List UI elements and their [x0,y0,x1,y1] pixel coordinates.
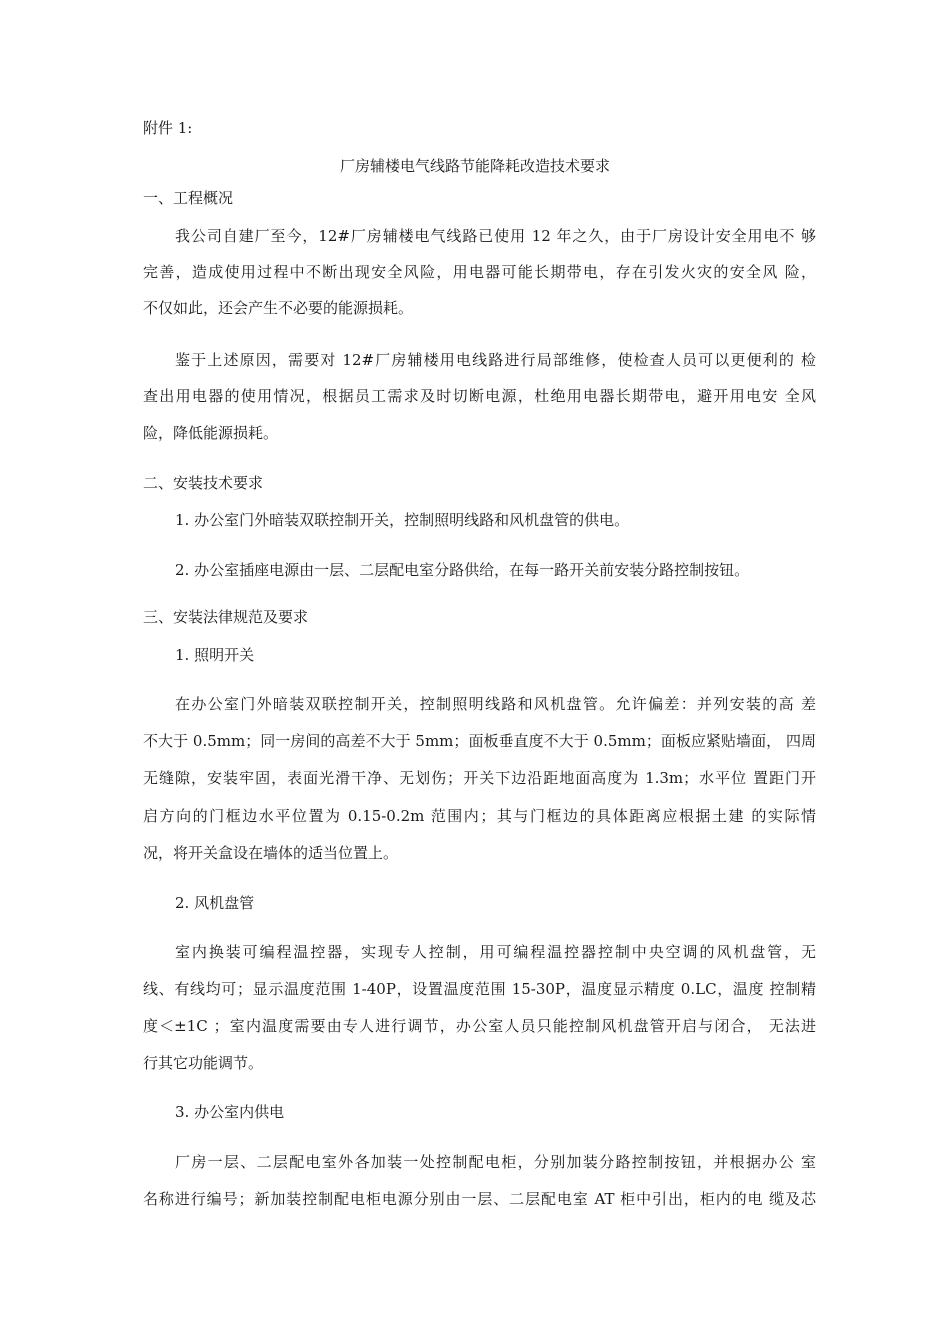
list-item: 2. 办公室插座电源由一层、二层配电室分路供给，在每一路开关前安装分路控制按钮。 [175,561,750,579]
paragraph-line: 室内换装可编程温控器，实现专人控制，用可编程温控器控制中央空调的风机盘管，无 [175,943,816,961]
paragraph-line: 名称进行编号；新加装控制配电柜电源分别由一层、二层配电室 AT 柜中引出，柜内的电 缆及芯 [143,1190,816,1208]
list-item: 1. 办公室门外暗装双联控制开关，控制照明线路和风机盘管的供电。 [175,511,630,529]
subsection-heading-fan-coil: 2. 风机盘管 [175,894,255,912]
subsection-heading-office-power: 3. 办公室内供电 [175,1103,285,1121]
paragraph-line: 线、有线均可；显示温度范围 1-40P，设置温度范围 15-30P，温度显示精度 0.LC，温度 控制精 [143,980,816,998]
paragraph-line: 鉴于上述原因，需要对 12#厂房辅楼用电线路进行局部维修，使检查人员可以更便利的 检 [175,351,816,369]
section-heading-regulations: 三、安装法律规范及要求 [143,608,309,626]
paragraph-line: 厂房一层、二层配电室外各加装一处控制配电柜，分别加装分路控制按钮，并根据办公 室 [175,1153,816,1171]
paragraph-line: 完善，造成使用过程中不断出现安全风险，用电器可能长期带电，存在引发火灾的安全风 险， [143,263,816,281]
paragraph-line: 不仅如此，还会产生不必要的能源损耗。 [143,299,414,317]
paragraph-line: 查出用电器的使用情况，根据员工需求及时切断电源，杜绝用电器长期带电，避开用电安 全风 [143,387,816,405]
section-heading-install-requirements: 二、安装技术要求 [143,474,264,492]
paragraph-line: 启方向的门框边水平位置为 0.15-0.2m 范围内；其与门框边的具体距离应根据土建 的实际情 [143,807,816,825]
paragraph-line: 无缝隙，安装牢固，表面光滑干净、无划伤；开关下边沿距地面高度为 1.3m；水平位 置距门开 [143,769,816,787]
paragraph-line: 险，降低能源损耗。 [143,424,279,442]
paragraph-line: 在办公室门外暗装双联控制开关，控制照明线路和风机盘管。允许偏差：并列安装的高 差 [175,695,816,713]
section-heading-overview: 一、工程概况 [143,189,234,207]
paragraph-line: 不大于 0.5mm；同一房间的高差不大于 5mm；面板垂直度不大于 0.5mm；面板应紧贴墙面， 四周 [143,732,816,750]
paragraph-line: 我公司自建厂至今，12#厂房辅楼电气线路已使用 12 年之久，由于厂房设计安全用电不 够 [175,227,816,245]
paragraph-line: 况，将开关盒设在墙体的适当位置上。 [143,844,399,862]
paragraph-line: 度＜±1C ；室内温度需要由专人进行调节，办公室人员只能控制风机盘管开启与闭合， 无法进 [143,1017,816,1035]
attachment-label: 附件 1: [143,119,193,137]
paragraph-line: 行其它功能调节。 [143,1054,264,1072]
document-title: 厂房辅楼电气线路节能降耗改造技术要求 [339,157,610,175]
subsection-heading-lighting-switch: 1. 照明开关 [175,646,255,664]
